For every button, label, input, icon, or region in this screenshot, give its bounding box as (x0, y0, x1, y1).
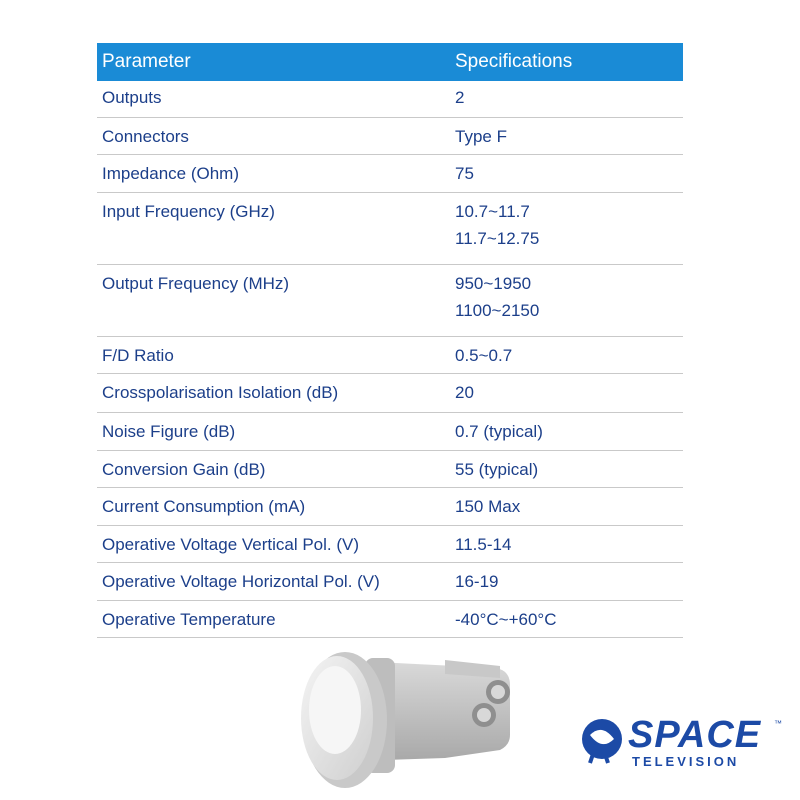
specification-value: 1100~2150 (455, 301, 540, 320)
table-body (97, 81, 683, 638)
specification-value: Type F (455, 127, 507, 146)
brand-logo (578, 714, 782, 775)
table-row (97, 155, 683, 193)
parameter-text: F/D Ratio (102, 346, 174, 365)
table-row (97, 118, 683, 155)
parameter-cell (97, 270, 450, 297)
specification-value: 11.5-14 (455, 535, 512, 554)
specification-value: -40°C~+60°C (455, 610, 557, 629)
specification-value: 0.5~0.7 (455, 346, 513, 365)
parameter-text: Current Consumption (mA) (102, 497, 306, 516)
table-row (97, 488, 683, 526)
parameter-text: Outputs (102, 88, 162, 107)
satellite-dish-icon (578, 715, 626, 771)
parameter-text: Operative Voltage Vertical Pol. (V) (102, 535, 360, 554)
parameter-cell (97, 198, 450, 225)
specification-cell (450, 456, 683, 483)
specification-cell (450, 84, 683, 111)
lnb-product-image (295, 640, 525, 792)
parameter-text: Operative Voltage Horizontal Pol. (V) (102, 572, 380, 591)
table-row (97, 413, 683, 451)
specification-cell (450, 606, 683, 633)
specification-cell (450, 198, 683, 252)
table-row (97, 81, 683, 118)
specification-cell (450, 531, 683, 558)
parameter-text: Input Frequency (GHz) (102, 202, 275, 221)
table-row (97, 265, 683, 337)
specification-value: 11.7~12.75 (455, 229, 540, 248)
specification-value: 2 (455, 88, 465, 107)
specification-value: 16-19 (455, 572, 499, 591)
parameter-text: Noise Figure (dB) (102, 422, 236, 441)
specification-cell (450, 342, 683, 369)
specification-cell (450, 493, 683, 520)
specification-value: 950~1950 (455, 274, 532, 293)
trademark-mark: ™ (774, 719, 782, 728)
specification-value: 0.7 (typical) (455, 422, 543, 441)
table-row (97, 563, 683, 601)
parameter-cell (97, 379, 450, 406)
parameter-text: Impedance (Ohm) (102, 164, 239, 183)
parameter-cell (97, 84, 450, 111)
parameter-cell (97, 123, 450, 150)
parameter-cell (97, 418, 450, 445)
specification-value: 20 (455, 383, 474, 402)
parameter-cell (97, 160, 450, 187)
parameter-cell (97, 456, 450, 483)
table-row (97, 374, 683, 413)
parameter-text: Output Frequency (MHz) (102, 274, 290, 293)
table-header (97, 43, 683, 81)
specification-cell (450, 568, 683, 595)
parameter-text: Crosspolarisation Isolation (dB) (102, 383, 339, 402)
parameter-cell (97, 606, 450, 633)
specification-value: 10.7~11.7 (455, 202, 530, 221)
spec-table (97, 43, 683, 638)
table-row (97, 451, 683, 488)
specification-value: 55 (typical) (455, 460, 539, 479)
table-row (97, 526, 683, 563)
parameter-cell (97, 493, 450, 520)
parameter-cell (97, 531, 450, 558)
specification-value: 75 (455, 164, 474, 183)
header-specifications: Specifications (455, 51, 573, 72)
table-row (97, 337, 683, 374)
specification-cell (450, 160, 683, 187)
parameter-cell (97, 568, 450, 595)
parameter-text: Conversion Gain (dB) (102, 460, 266, 479)
parameter-cell (97, 342, 450, 369)
specification-cell (450, 123, 683, 150)
logo-brand-text: SPACE (628, 714, 762, 756)
table-row (97, 601, 683, 638)
logo-sub-text: TELEVISION (632, 754, 740, 769)
specification-cell (450, 270, 683, 324)
specification-value: 150 Max (455, 497, 521, 516)
parameter-text: Operative Temperature (102, 610, 276, 629)
parameter-text: Connectors (102, 127, 189, 146)
specification-cell (450, 418, 683, 445)
specification-cell (450, 379, 683, 406)
table-row (97, 193, 683, 265)
header-parameter: Parameter (102, 51, 191, 72)
